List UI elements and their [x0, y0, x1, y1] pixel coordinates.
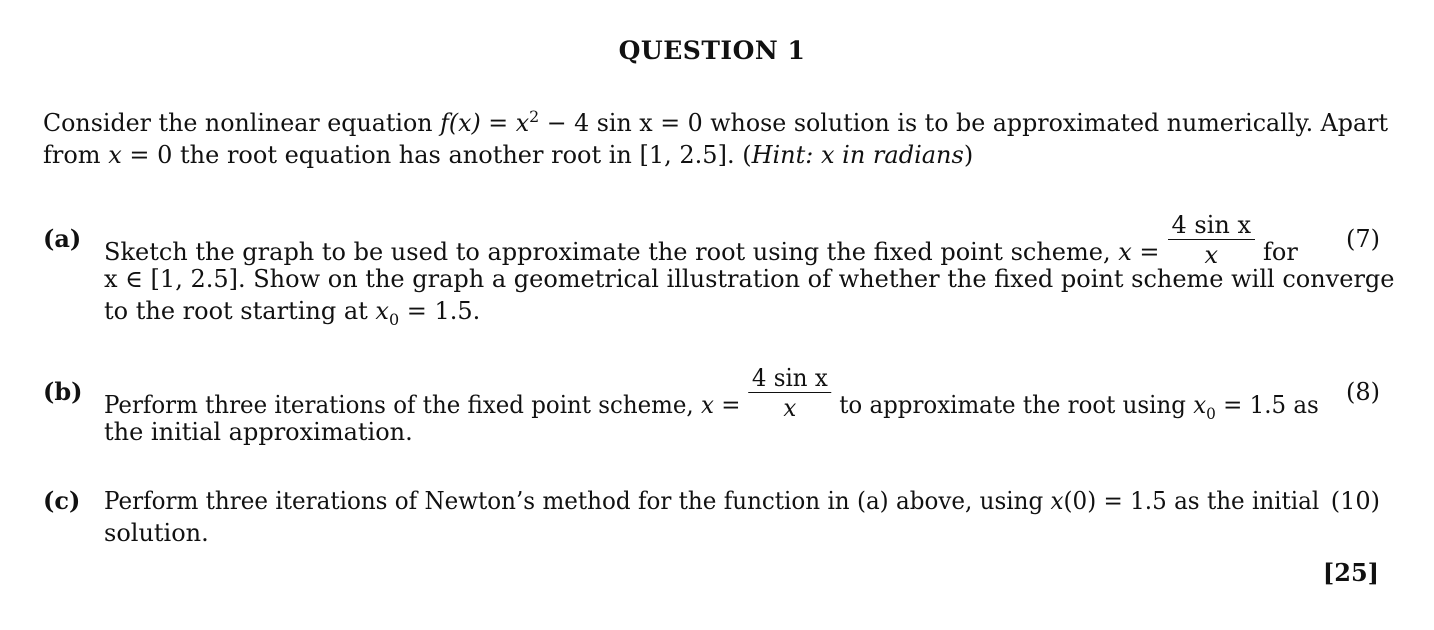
- part-b-text-4: the initial approximation.: [104, 418, 413, 446]
- part-c-text-3: solution.: [104, 519, 209, 547]
- part-a-text-4: = 1.5.: [399, 297, 481, 325]
- hint-close: ): [963, 141, 974, 169]
- part-a-eq: =: [1131, 238, 1160, 266]
- part-b-var-x0: x: [1193, 391, 1207, 419]
- fraction-denominator: x: [748, 392, 832, 423]
- intro-text-3: = 0 the root equation has another root in [1, 2.5].: [121, 141, 743, 169]
- part-a-line-3: [104, 296, 481, 329]
- part-b-var: x: [700, 391, 714, 419]
- part-b-fraction: [748, 364, 832, 423]
- part-a-sub: 0: [388, 309, 400, 329]
- part-a-label: (a): [43, 224, 82, 253]
- part-c-label: (c): [43, 486, 81, 515]
- part-a-for: for: [1263, 238, 1298, 266]
- part-a-var: x: [1118, 238, 1132, 266]
- fraction-numerator: 4 sin x: [1171, 211, 1252, 239]
- part-b-line-2: [104, 417, 413, 447]
- part-c-text-2: (0) = 1.5 as the initial: [1063, 487, 1320, 515]
- part-c-text: Perform three iterations of Newton’s method for the function in (a) above, using: [104, 487, 1051, 515]
- intro-var-x: x: [108, 141, 122, 169]
- intro-text: Consider the nonlinear equation: [43, 109, 441, 137]
- part-a-marks: (7): [1346, 225, 1380, 253]
- hint-text: Hint: x in radians: [751, 141, 964, 169]
- part-b-eq: =: [713, 391, 741, 419]
- intro-line-1: [43, 108, 1388, 138]
- part-b-text: Perform three iterations of the fixed point scheme,: [104, 391, 701, 419]
- intro-line-2: [43, 140, 973, 170]
- intro-text-end: whose solution is to be approximated numerically. Apart: [702, 109, 1389, 137]
- part-c-line-1: [104, 486, 1319, 516]
- part-a-fraction: [1168, 211, 1256, 270]
- total-marks: [25]: [1322, 558, 1379, 587]
- part-b-text-2: to approximate the root using: [839, 391, 1194, 419]
- part-a-text-3: to the root starting at: [104, 297, 376, 325]
- part-b-sub: 0: [1206, 403, 1216, 423]
- part-b-text-3: = 1.5 as: [1215, 391, 1319, 419]
- part-a-var-x0: x: [375, 297, 389, 325]
- page-title: QUESTION 1: [618, 36, 806, 65]
- part-b-marks: (8): [1346, 378, 1380, 406]
- part-a-line-2: [104, 264, 1394, 294]
- part-c-var: x: [1050, 487, 1064, 515]
- fraction-denominator: x: [1168, 239, 1256, 270]
- part-c-marks: (10): [1330, 487, 1380, 515]
- part-c-line-2: [104, 518, 209, 548]
- part-a-text: Sketch the graph to be used to approximate the root using the fixed point scheme,: [104, 238, 1119, 266]
- intro-text-2: from: [43, 141, 109, 169]
- fraction-numerator: 4 sin x: [751, 364, 828, 392]
- intro-equation: $f(x) = x^2 - 4$ sin x = 0: [440, 107, 703, 137]
- part-b-label: (b): [43, 377, 83, 406]
- part-a-text-2: x ∈ [1, 2.5]. Show on the graph a geometrical illustration of whether the fixed point scheme will converge: [104, 265, 1395, 293]
- hint-open: (: [742, 141, 752, 169]
